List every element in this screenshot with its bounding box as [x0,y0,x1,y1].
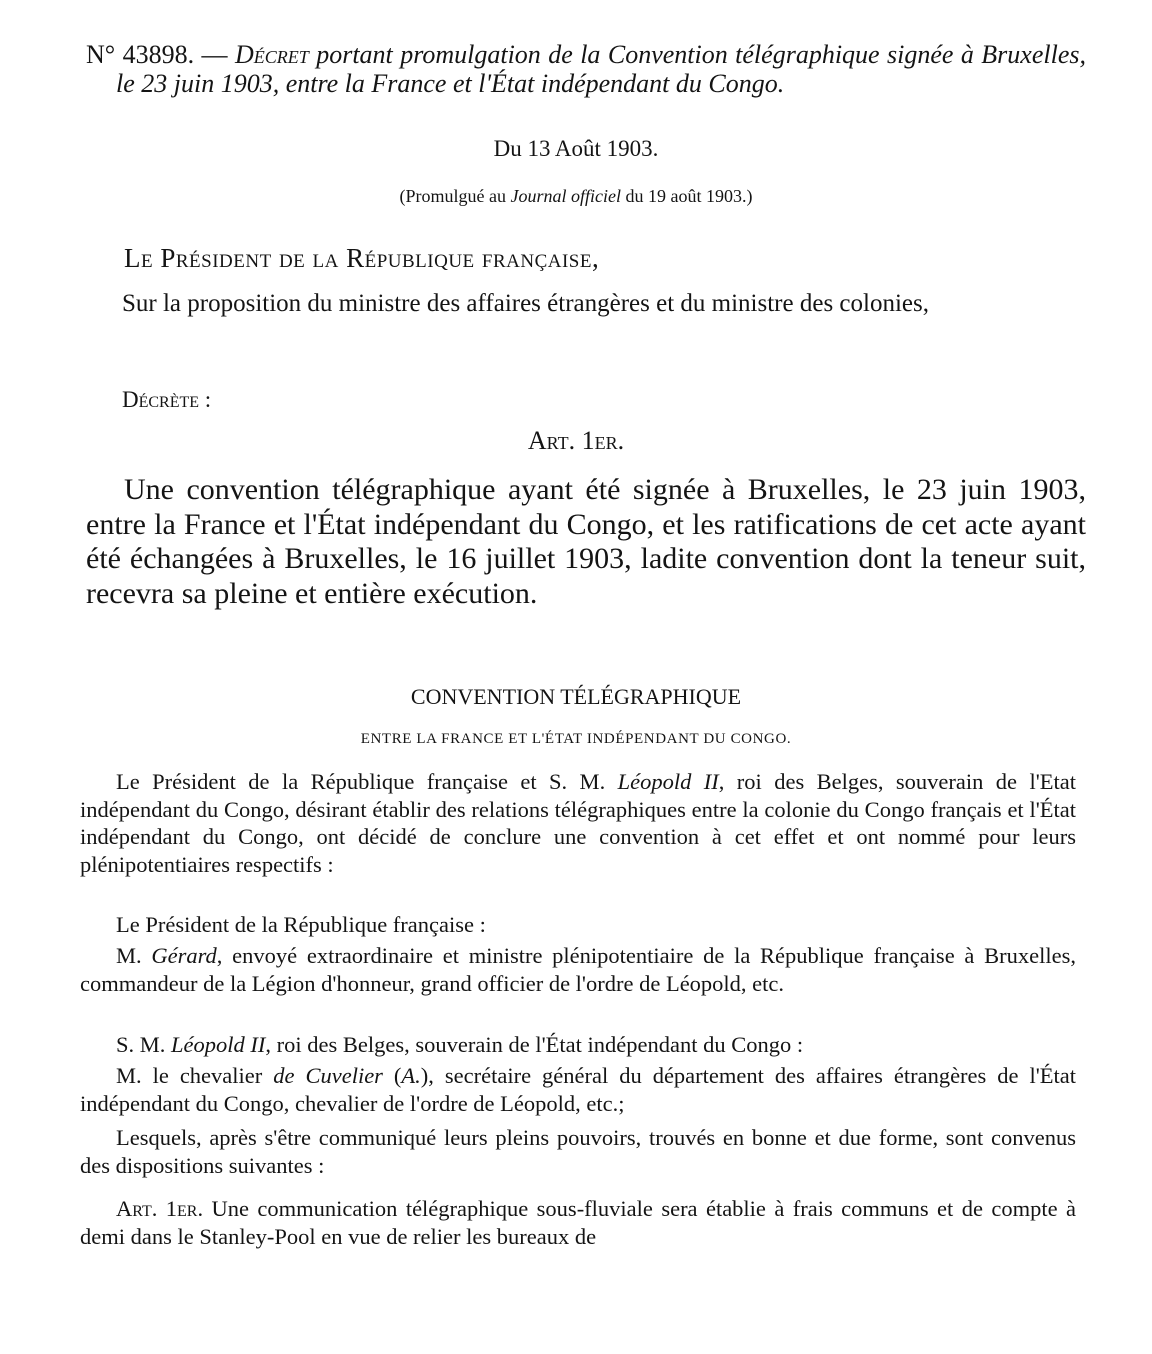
convention-subtitle: ENTRE LA FRANCE ET L'ÉTAT INDÉPENDANT DU CONGO. [360,731,792,747]
convention-paragraph-lesquels: Lesquels, après s'être communiqué leurs pleins pouvoirs, trouvés en bonne et due forme, sont convenus des dispositions suivantes : [80,1125,1076,1178]
decree-header [86,40,1086,98]
convention-paragraph-king: S. M. Léopold II, roi des Belges, souverain de l'État indépendant du Congo : [116,1032,804,1057]
article-heading: Art. 1er. [527,426,625,455]
decree-date: Du 13 Août 1903. [493,136,659,161]
president-heading: Le Président de la République française, [124,243,600,273]
name-gerard: Gérard [151,943,217,968]
initial-a: A. [401,1063,421,1088]
decrete-heading: Décrète : [122,387,212,412]
name-leopold: Léopold II [617,769,719,794]
convention-paragraph-president: Le Président de la République française : [116,912,486,937]
name-leopold: Léopold II [171,1032,266,1057]
name-cuvelier: de Cuvelier [273,1063,383,1088]
convention-title: CONVENTION TÉLÉGRAPHIQUE [410,684,742,709]
journal-officiel: Journal officiel [510,186,621,206]
decree-number: N° 43898. — [86,40,228,69]
convention-article-1: Art. 1er. Une communication télégraphique sous-fluviale sera établie à frais communs et de compte à demi dans le Stanley-Pool en vue de relier les bureaux de [80,1196,1077,1249]
decree-title: portant promulgation de la Convention télégraphique signée à Bruxelles, le 23 juin 1903, entre la France et l'État indépendant du Congo. [116,40,1086,98]
article-text: Une convention télégraphique ayant été signée à Bruxelles, le 23 juin 1903, entre la France et l'État indépendant du Congo, et les ratifications de cet acte ayant été échangées à Bruxelles, le 16 juillet 1903, ladite convention dont la teneur suit, recevra sa pleine et entière exécution. [86,473,1086,610]
promulgation-note: (Promulgué au Journal officiel du 19 août 1903.) [399,186,753,206]
convention-paragraph-cuvelier: M. le chevalier de Cuvelier (A.), secrétaire général du département des affaires étrangères de l'État indépendant du Congo, chevalier de l'ordre de Léopold, etc.; [80,1063,1077,1116]
proposition-paragraph: Sur la proposition du ministre des affaires étrangères et du ministre des colonies, [122,290,929,317]
convention-paragraph-preamble: Le Président de la République française et S. M. Léopold II, roi des Belges, souverain de l'Etat indépendant du Congo, désirant établir des relations télégraphiques entre la colonie du Congo français et l'État indépendant du Congo, ont décidé de conclure une convention à cet effet et ont nommé pour leurs plénipotentiaires respectifs : [80,769,1076,877]
convention-paragraph-gerard: M. Gérard, envoyé extraordinaire et ministre plénipotentiaire de la République française à Bruxelles, commandeur de la Légion d'honneur, grand officier de l'ordre de Léopold, etc. [80,943,1076,996]
convention-article-label: Art. 1er. [116,1196,204,1221]
decree-kind: Décret [234,40,309,69]
